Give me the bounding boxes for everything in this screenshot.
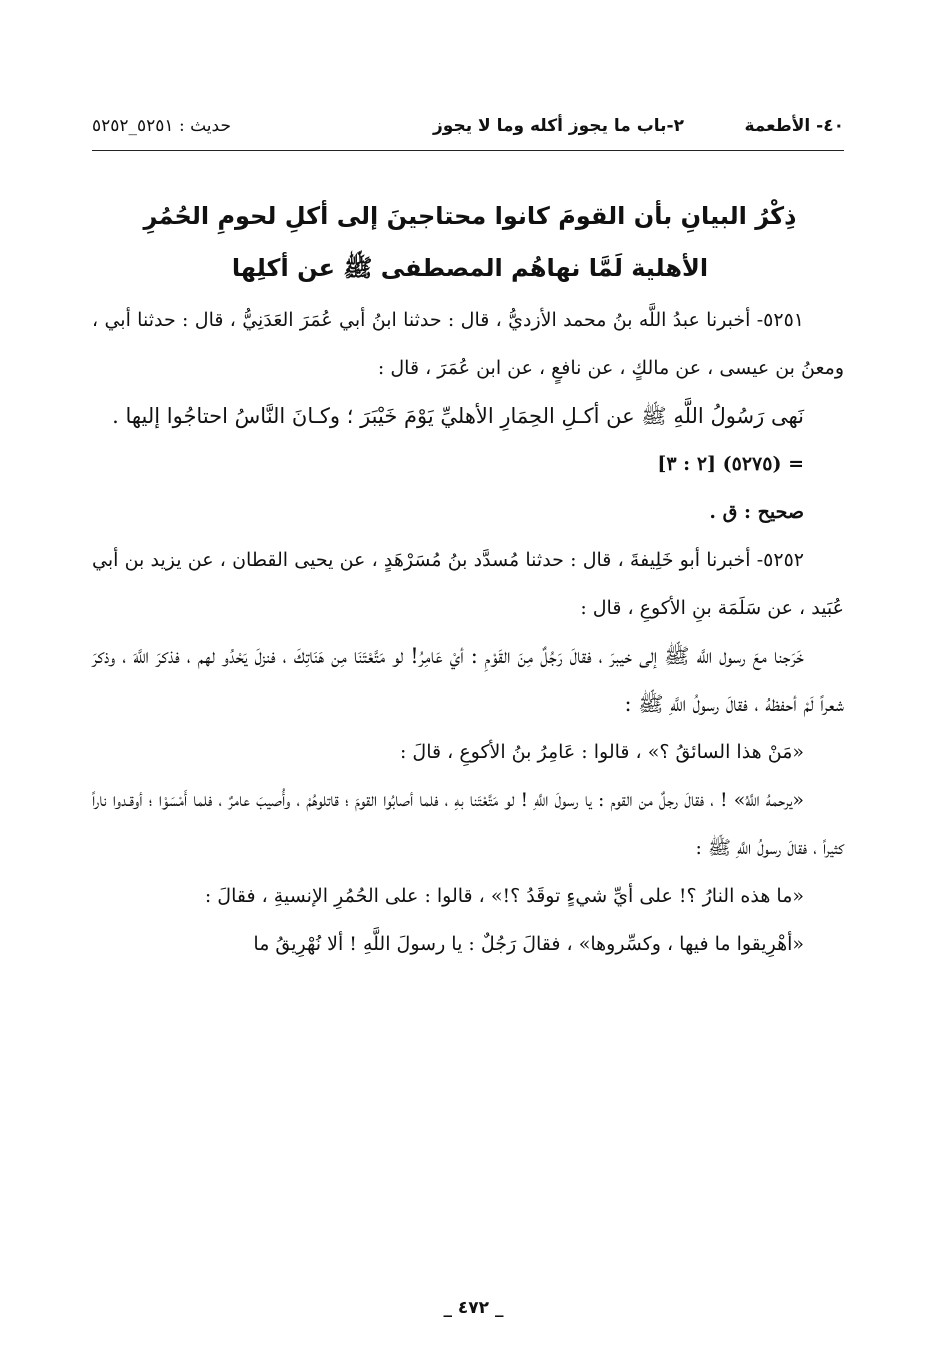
chapter-title: ٤٠- الأطعمة	[744, 116, 844, 136]
hadith-5252-isnad: ٥٢٥٢- أخبرنا أبو خَلِيفةَ ، قال : حدثنا مُسدَّد بنُ مُسَرْهَدٍ ، عن يحيى القطان ، عن يزيد بن أبي عُبَيد ، عن سَلَمَة بنِ الأكوعِ ، قال :	[92, 549, 844, 619]
hadith-5252-matn-2: «مَنْ هذا السائقُ ؟» ، قالوا : عَامِرُ بنُ الأكوعِ ، قالَ :	[399, 741, 804, 763]
main-text	[92, 296, 844, 968]
hadith-5251-reference: = (٥٢٧٥) [٢ : ٣]	[657, 453, 804, 475]
heading-line-1: ذِكْرُ البيانِ بأن القومَ كانوا محتاجينَ إلى أكلِ لحومِ الحُمُرِ	[143, 202, 797, 230]
page-number: _ ٤٧٢ _	[443, 1298, 504, 1318]
hadith-5252-matn-5: «أهْرِيقوا ما فيها ، وكسِّروها» ، فقالَ رَجُلٌ : يا رسولَ اللَّهِ ! ألا نُهْرِيقُ ما	[253, 933, 804, 955]
header-divider	[92, 150, 844, 151]
hadith-5251-isnad: ٥٢٥١- أخبرنا عبدُ اللَّه بنُ محمد الأزديُّ ، قال : حدثنا ابنُ أبي عُمَرَ العَدَنِيُّ ، قال : حدثنا أبي ، ومعنُ بن عيسى ، عن مالكٍ ، عن نافعٍ ، عن ابن عُمَرَ ، قال :	[92, 309, 844, 379]
hadith-5251-grade: صحيح : ق .	[709, 501, 804, 523]
chapter-heading	[120, 190, 820, 294]
hadith-range: حديث : ٥٢٥١_٥٢٥٢	[92, 116, 231, 136]
heading-line-2: الأهلية لَمَّا نهاهُم المصطفى ﷺ عن أكلِها	[231, 254, 709, 282]
hadith-5252-matn-1: خَرَجنا معَ رسول اللَّه ﷺ إلى خيبرَ ، فقالَ رَجُلٌ مِنَ القَوْمِ : أيْ عَامِرُ! لو مَتَّعْتَنَا مِن هَنَاتِكَ ، فنزلَ يَحْدُو لهم ، فذكرَ اللَّهَ ، وذكرَ شعراً لَمْ أحفظهُ ، فقالَ رسولُ اللَّهِ ﷺ :	[92, 644, 844, 716]
running-header	[92, 108, 844, 148]
hadith-5251-matn: نَهى رَسُولُ اللَّهِ ﷺ عن أكـلِ الحِمَارِ الأهليِّ يَوْمَ خَيْبَرَ ؛ وكـانَ النَّاسُ احتاجُوا إليها .	[112, 404, 804, 428]
section-title: ٢-باب ما يجوز أكله وما لا يجوز	[433, 116, 684, 136]
hadith-5252-matn-4: «ما هذه النارُ ؟! على أيِّ شيءٍ توقَدُ ؟!» ، قالوا : على الحُمُرِ الإنسيةِ ، فقالَ :	[204, 885, 804, 907]
hadith-5252-matn-3: «يرحمهُ اللَّهُ» ! ، فقالَ رجلٌ من القوم : يا رسولَ اللَّهِ ! لو مَتَّعْتَنا بهِ ، فلما أصابُوا القومَ ؛ قاتلوهُمْ ، وأُصيبَ عامرٌ ، فلما أَمْسَوْا ؛ أوقـدوا ناراً كثيراً ، فقالَ رسولُ اللَّهِ ﷺ :	[92, 789, 844, 859]
